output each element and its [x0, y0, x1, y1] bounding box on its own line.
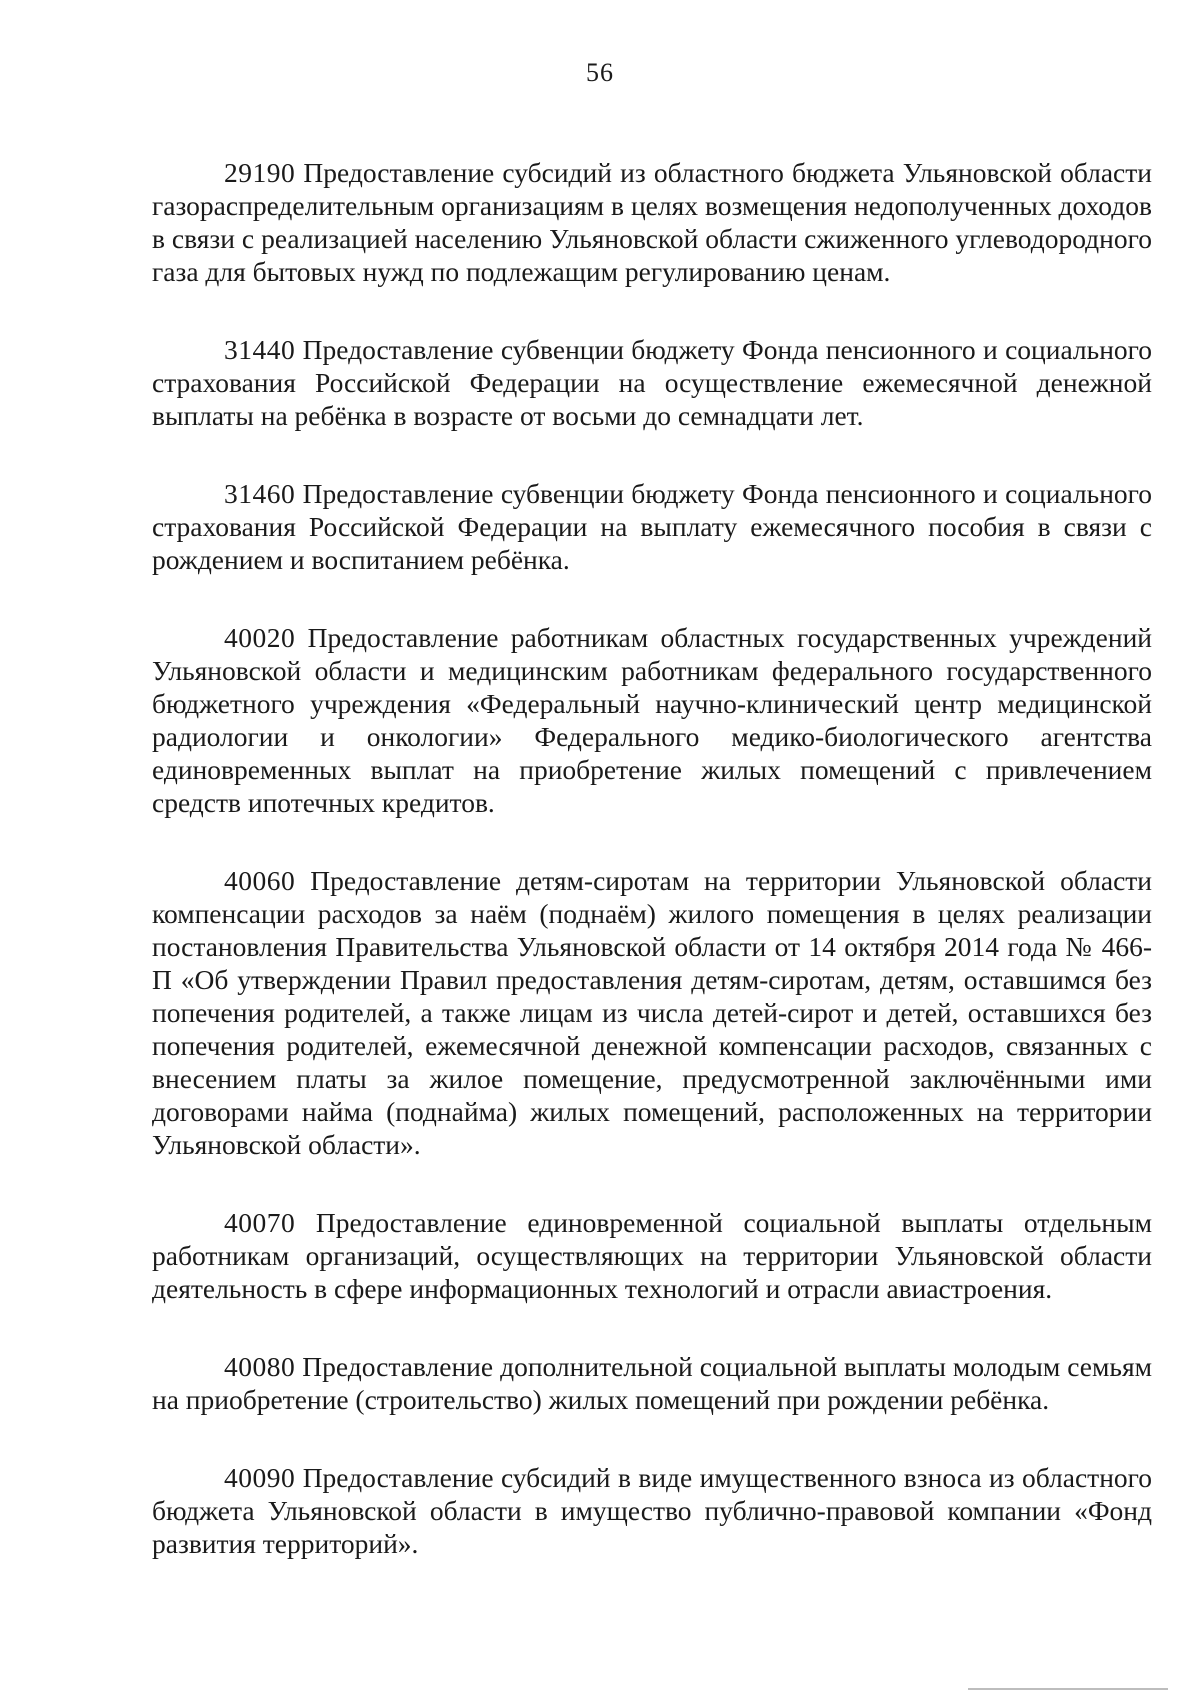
paragraph-text: Предоставление дополнительной социальной выплаты молодым семьям на приобретение (строительство) жилых помещений при рождении ребёнка. [152, 1351, 1152, 1415]
paragraph-text: Предоставление работникам областных государственных учреждений Ульяновской области и медицинским работникам федерального государственного бюджетного учреждения «Федеральный научно-клинический центр медицинской радиологии и онкологии» Федерального медико-биологического агентства единовременных выплат на приобретение жилых помещений с привлечением средств ипотечных кредитов. [152, 622, 1152, 818]
paragraph-code: 40090 [224, 1462, 296, 1493]
paragraph-40090 [152, 1461, 1152, 1560]
paragraph-code: 31440 [224, 334, 296, 365]
paragraph-text: Предоставление субсидий в виде имущественного взноса из областного бюджета Ульяновской области в имущество публично-правовой компании «Фонд развития территорий». [152, 1462, 1153, 1559]
paragraph-31460 [152, 477, 1152, 576]
paragraph-40070 [152, 1206, 1152, 1305]
paragraph-text: Предоставление субвенции бюджету Фонда пенсионного и социального страхования Российской Федерации на выплату ежемесячного пособия в связи с рождением и воспитанием ребёнка. [152, 478, 1153, 575]
paragraph-31440 [152, 333, 1152, 432]
paragraph-29190 [152, 156, 1152, 288]
paragraph-code: 40060 [224, 865, 296, 896]
paragraph-text: Предоставление детям-сиротам на территории Ульяновской области компенсации расходов за наём (поднаём) жилого помещения в целях реализации постановления Правительства Ульяновской области от 14 октября 2014 года № 466-П «Об утверждении Правил предоставления детям-сиротам, детям, оставшимся без попечения родителей, а также лицам из числа детей-сирот и детей, оставшихся без попечения родителей, ежемесячной денежной компенсации расходов, связанных с внесением платы за жилое помещение, предусмотренной заключёнными ими договорами найма (поднайма) жилых помещений, расположенных на территории Ульяновской области». [152, 865, 1153, 1160]
paragraph-40020 [152, 621, 1152, 819]
paragraph-code: 40080 [224, 1351, 296, 1382]
paragraph-text: Предоставление субвенции бюджету Фонда пенсионного и социального страхования Российской Федерации на осуществление ежемесячной денежной выплаты на ребёнка в возрасте от восьми до семнадцати лет. [152, 334, 1153, 431]
paragraph-code: 40070 [224, 1207, 296, 1238]
paragraph-code: 29190 [224, 157, 296, 188]
paragraph-40060 [152, 864, 1152, 1161]
paragraph-code: 31460 [224, 478, 296, 509]
paragraph-text: Предоставление субсидий из областного бюджета Ульяновской области газораспределительным организациям в целях возмещения недополученных доходов в связи с реализацией населению Ульяновской области сжиженного углеводородного газа для бытовых нужд по подлежащим регулированию ценам. [152, 157, 1152, 287]
paragraph-40080 [152, 1350, 1152, 1416]
paragraph-text: Предоставление единовременной социальной выплаты отдельным работникам организаций, осуществляющих на территории Ульяновской области деятельность в сфере информационных технологий и отрасли авиастроения. [152, 1207, 1153, 1304]
paragraph-code: 40020 [224, 622, 296, 653]
document-body [152, 156, 1152, 1605]
page-number: 56 [586, 58, 614, 87]
scan-edge-line [968, 1688, 1168, 1690]
